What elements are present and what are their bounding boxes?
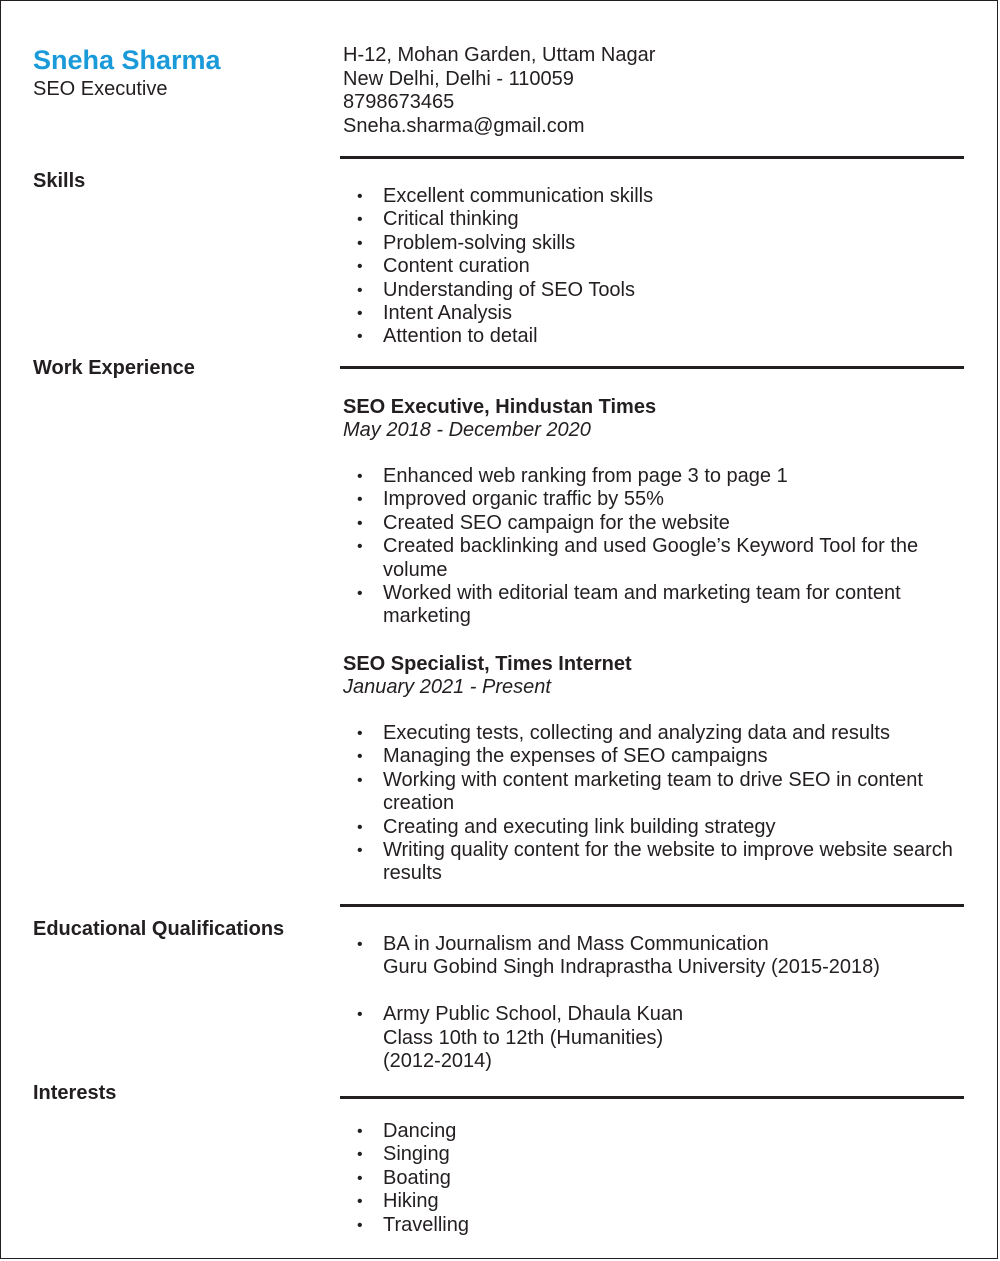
institution-name: Army Public School, Dhaula Kuan <box>383 1003 684 1026</box>
job-duties-list <box>343 465 963 629</box>
list-item: • Executing tests, collecting and analyzing data and results <box>357 722 890 744</box>
job-title: SEO Executive, Hindustan Times <box>343 396 657 418</box>
list-item: • Attention to detail <box>357 325 538 348</box>
bullet-icon: • <box>357 281 363 299</box>
list-item: • Managing the expenses of SEO campaigns <box>357 745 768 768</box>
bullet-icon: • <box>357 468 363 485</box>
list-item: • Working with content marketing team to drive SEO in content creation <box>357 768 923 815</box>
bullet-icon: • <box>357 538 363 556</box>
bullet-icon: • <box>357 305 363 323</box>
list-item: • Hiking <box>357 1190 439 1213</box>
list-item: • Improved organic traffic by 55% <box>357 488 664 511</box>
bullet-icon: • <box>357 818 363 836</box>
divider-rule <box>340 366 964 369</box>
interests-list <box>343 1120 963 1237</box>
bullet-icon: • <box>357 491 363 509</box>
bullet-icon: • <box>357 1216 363 1234</box>
bullet-icon: • <box>357 1123 363 1140</box>
list-item: • Boating <box>357 1166 451 1189</box>
address-line-2: New Delhi, Delhi - 110059 <box>343 67 574 90</box>
divider-rule <box>340 1096 964 1099</box>
list-item: • Created SEO campaign for the website <box>357 511 730 534</box>
skills-list <box>343 185 963 349</box>
divider-rule <box>340 904 964 907</box>
list-item: • Singing <box>357 1143 450 1166</box>
list-item: • Worked with editorial team and marketing team for content marketing <box>357 582 901 628</box>
list-item: • Intent Analysis <box>357 302 512 325</box>
education-heading: Educational Qualifications <box>33 918 285 940</box>
list-item: • Writing quality content for the website to improve website search results <box>357 839 953 885</box>
bullet-icon: • <box>357 258 363 276</box>
bullet-icon: • <box>357 585 363 603</box>
bullet-icon: • <box>357 328 363 346</box>
list-item: • Travelling <box>357 1213 469 1236</box>
bullet-icon: • <box>357 1193 363 1211</box>
job-title: SEO Specialist, Times Internet <box>343 653 632 675</box>
contact-block <box>343 44 655 138</box>
divider-rule <box>340 156 964 159</box>
list-item: • Excellent communication skills <box>357 185 654 207</box>
bullet-icon: • <box>357 188 363 205</box>
job-dates: January 2021 - Present <box>343 676 551 698</box>
address-line-1: H-12, Mohan Garden, Uttam Nagar <box>343 44 656 66</box>
bullet-icon: • <box>357 842 363 860</box>
list-item: • Created backlinking and used Google’s Keyword Tool for the volume <box>357 535 919 581</box>
list-item <box>343 1003 963 1073</box>
list-item: • Content curation <box>357 255 530 278</box>
institution-name: Guru Gobind Singh Indraprastha University (2015-2018) <box>383 956 880 979</box>
bullet-icon: • <box>357 1146 363 1164</box>
bullet-icon: • <box>357 211 363 229</box>
list-item: • Enhanced web ranking from page 3 to page 1 <box>357 465 788 487</box>
bullet-icon: • <box>357 936 363 953</box>
degree-name: Class 10th to 12th (Humanities) <box>383 1026 664 1049</box>
bullet-icon: • <box>357 514 363 532</box>
list-item: • Understanding of SEO Tools <box>357 278 636 301</box>
bullet-icon: • <box>357 234 363 252</box>
candidate-title: SEO Executive <box>33 78 168 100</box>
degree-name: BA in Journalism and Mass Communication <box>383 933 769 955</box>
list-item <box>343 933 963 980</box>
list-item: • Problem-solving skills <box>357 231 576 254</box>
education-list <box>343 933 963 1073</box>
bullet-icon: • <box>357 725 363 742</box>
candidate-name: Sneha Sharma <box>33 45 221 75</box>
education-years: (2012-2014) <box>383 1050 492 1073</box>
bullet-icon: • <box>357 1006 363 1024</box>
job-dates: May 2018 - December 2020 <box>343 419 591 441</box>
job-duties-list <box>343 722 963 886</box>
bullet-icon: • <box>357 748 363 766</box>
email-address: Sneha.sharma@gmail.com <box>343 114 585 137</box>
experience-heading: Work Experience <box>33 357 195 379</box>
bullet-icon: • <box>357 1169 363 1187</box>
list-item: • Critical thinking <box>357 208 519 231</box>
list-item: • Creating and executing link building strategy <box>357 815 776 838</box>
bullet-icon: • <box>357 771 363 789</box>
interests-heading: Interests <box>33 1082 117 1104</box>
phone-number: 8798673465 <box>343 91 455 113</box>
list-item: • Dancing <box>357 1120 457 1142</box>
skills-heading: Skills <box>33 170 86 192</box>
